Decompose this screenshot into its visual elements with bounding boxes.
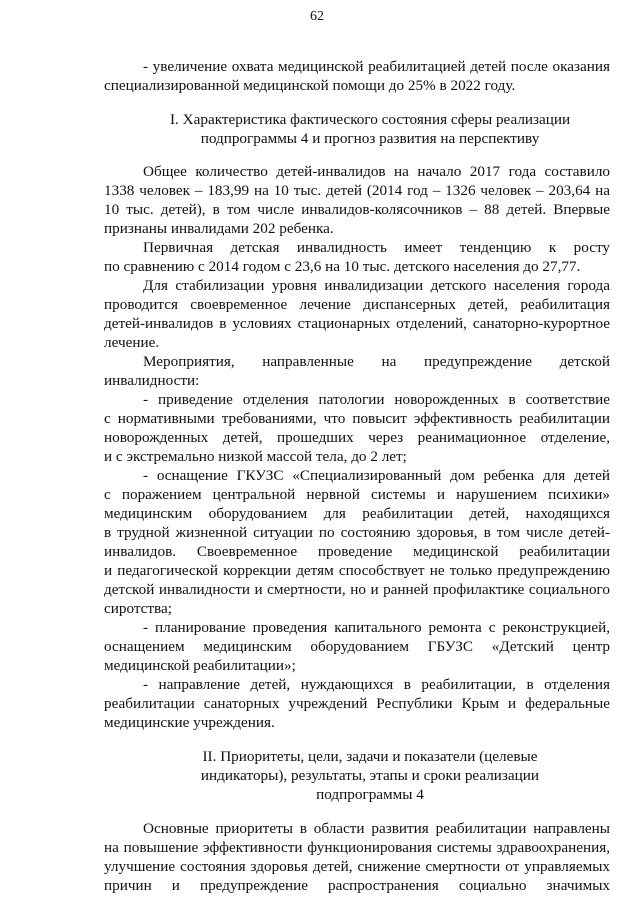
text-line: признаны инвалидами 202 ребенка. [104, 220, 334, 237]
text-line: причин и предупреждение распространения социально значимых [104, 877, 610, 894]
text-line: инвалидов. Своевременное проведение медицинской реабилитации [104, 543, 610, 560]
text-line: - приведение отделения патологии новорожденных в соответствие [143, 391, 610, 408]
text-line: - направление детей, нуждающихся в реабилитации, в отделения [143, 676, 610, 693]
text-line: и с экстремально низкой массой тела, до 2 лет; [104, 448, 407, 465]
text-line: - увеличение охвата медицинской реабилитацией детей после оказания [143, 58, 610, 75]
text-line: инвалидности: [104, 372, 200, 389]
text-line: - планирование проведения капитального ремонта с реконструкцией, [143, 619, 610, 636]
text-line: улучшение состояния здоровья детей, снижение смертности от управляемых [104, 858, 610, 875]
section-heading-line: II. Приоритеты, цели, задачи и показатели (целевые [202, 748, 538, 765]
text-line: по сравнению с 2014 годом с 23,6 на 10 тыс. детского населения до 27,77. [104, 258, 581, 275]
text-line: Мероприятия, направленные на предупреждение детской [143, 353, 610, 370]
text-line: детей-инвалидов в условиях стационарных отделений, санаторно-курортное [104, 315, 610, 332]
text-line: реабилитации санаторных учреждений Республики Крым и федеральные [104, 695, 610, 712]
section-heading-line: подпрограммы 4 и прогноз развития на перспективу [200, 130, 540, 147]
page-number: 62 [310, 9, 324, 24]
text-line: 10 тыс. детей), в том числе инвалидов-колясочников – 88 детей. Впервые [104, 201, 610, 218]
text-line: сиротства; [104, 600, 172, 617]
text-line: Общее количество детей-инвалидов на начало 2017 года составило [143, 163, 610, 180]
text-line: - оснащение ГКУЗС «Специализированный дом ребенка для детей [143, 467, 610, 484]
text-line: медицинским оборудованием для реабилитации детей, находящихся [104, 505, 610, 522]
section-heading-line: I. Характеристика фактического состояния сферы реализации [170, 111, 571, 128]
text-line: и педагогической коррекции детям способствует не только предупреждению [104, 562, 610, 579]
text-line: 1338 человек – 183,99 на 10 тыс. детей (2014 год – 1326 человек – 203,64 на [104, 182, 610, 199]
text-line: лечение. [104, 334, 160, 351]
text-line: Для стабилизации уровня инвалидизации детского населения города [143, 277, 610, 294]
text-line: Первичная детская инвалидность имеет тенденцию к росту [143, 239, 610, 256]
text-line: Основные приоритеты в области развития реабилитации направлены [143, 820, 610, 837]
text-line: медицинской реабилитации»; [104, 657, 296, 674]
section-heading-line: индикаторы), результаты, этапы и сроки реализации [200, 767, 540, 784]
text-line: с поражением центральной нервной системы и нарушением психики» [104, 486, 610, 503]
text-line: проводится своевременное лечение диспансерных детей, реабилитация [104, 296, 610, 313]
text-line: новорожденных детей, прошедших через реанимационное отделение, [104, 429, 610, 446]
section-heading-line: подпрограммы 4 [316, 786, 424, 803]
text-line: детской инвалидности и смертности, но и ранней профилактике социального [104, 581, 610, 598]
text-line: оснащением медицинским оборудованием ГБУЗС «Детский центр [104, 638, 610, 655]
text-line: с нормативными требованиями, что повысит эффективность реабилитации [104, 410, 610, 427]
text-line: на повышение эффективности функционирования системы здравоохранения, [104, 839, 610, 856]
text-line: специализированной медицинской помощи до 25% в 2022 году. [104, 77, 516, 94]
text-line: в трудной жизненной ситуации по состоянию здоровья, в том числе детей- [104, 524, 610, 541]
text-line: медицинские учреждения. [104, 714, 275, 731]
